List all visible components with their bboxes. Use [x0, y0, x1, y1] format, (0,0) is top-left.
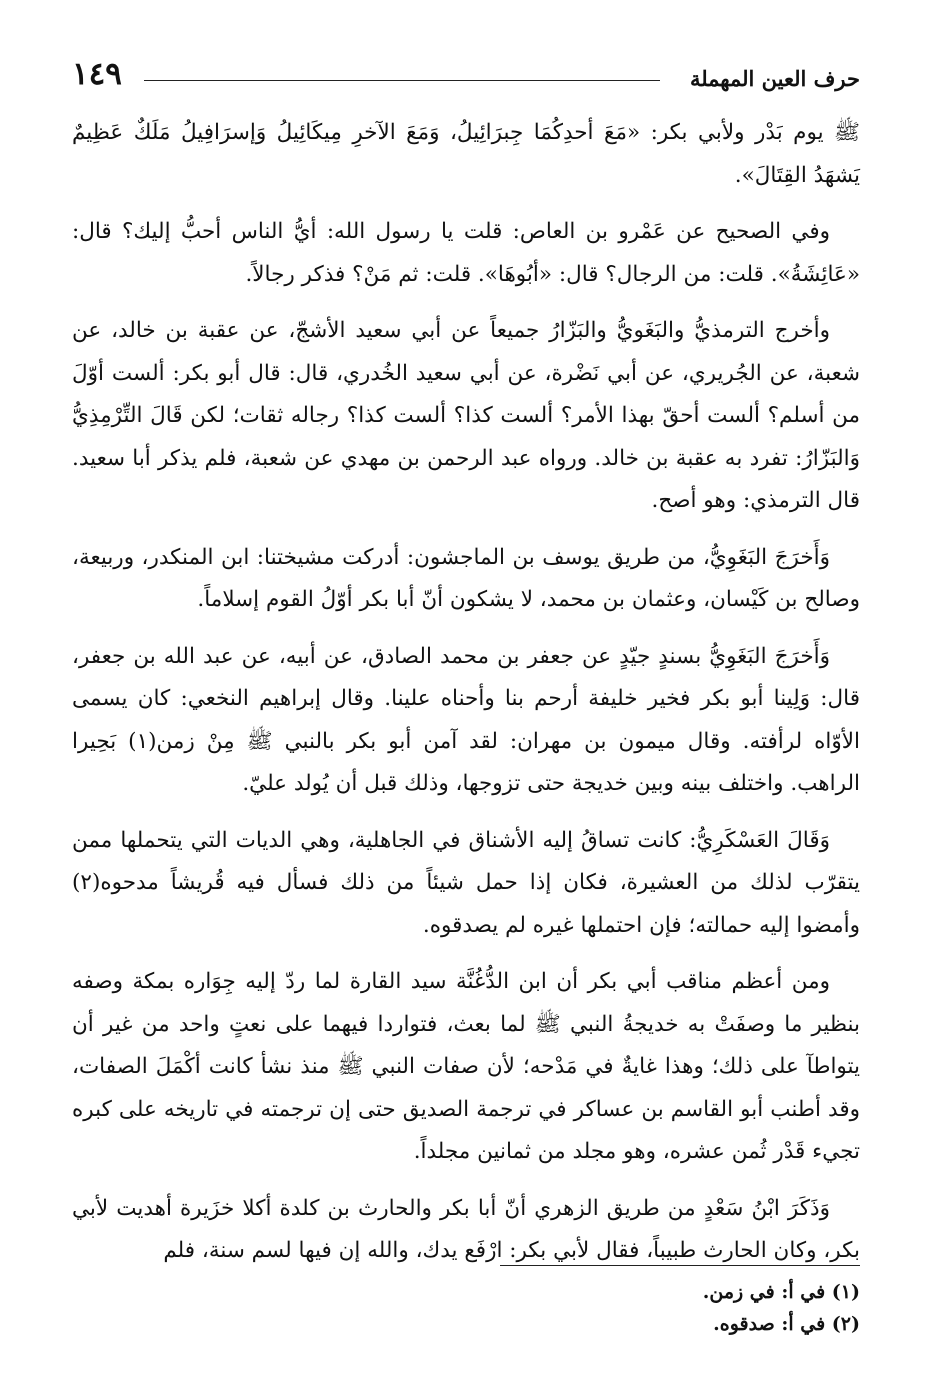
footnote: (٢) في أ: صدقوه.: [713, 1313, 860, 1335]
paragraph: وأخرج الترمذيُّ والبَغَويُّ والبَزّارُ جميعاً عن أبي سعيد الأشجّ، عن عقبة بن خالد، عن شعبة، عن الجُريري، عن أبي نَضْرة، عن أبي سعيد الخُدري، قال: قال أبو بكر: ألست أوّلَ من أسلم؟ ألست أحقّ بهذا الأمر؟ ألست كذا؟ ألست كذا؟ رجاله ثقات؛ لكن قَالَ التِّرْمِذِيُّ وَالبَزّارُ: تفرد به عقبة بن خالد. ورواه عبد الرحمن بن مهدي عن شعبة، فلم يذكر أبا سعيد. قال الترمذي: وهو أصح.: [72, 318, 860, 513]
page-body: [72, 112, 860, 1287]
footnotes: [72, 1276, 860, 1340]
header-rule: [144, 80, 660, 81]
paragraph: وَأَخرَجَ البَغَوِيُّ بسندٍ جيّدٍ عن جعفر بن محمد الصادق، عن أبيه، عن عبد الله بن جعفر، قال: وَلِينا أبو بكر فخير خليفة أرحم بنا وأحناه علينا. وقال إبراهيم النخعي: كان يسمى الأوّاه لرأفته. وقال ميمون بن مهران: لقد آمن أبو بكر بالنبي ﷺ مِنْ زمن(١) بَحِيرا الراهب. واختلف بينه وبين خديجة حتى تزوجها، وذلك قبل أن يُولد عليّ.: [72, 643, 860, 796]
paragraph: وَأَخرَجَ البَغَوِيُّ، من طريق يوسف بن الماجشون: أدركت مشيختنا: ابن المنكدر، وربيعة، وصالح بن كَيْسان، وعثمان بن محمد، لا يشكون أنّ أبا بكر أوّلُ القوم إسلاماً.: [72, 544, 860, 612]
paragraph: وَذَكَرَ ابْنُ سَعْدٍ من طريق الزهري أنّ أبا بكر والحارث بن كلدة أكلا خزَيرة أهديت لأبي بكر، وكان الحارث طبيباً، فقال لأبي بكر: ارْفَع يدك، والله إن فيها لسم سنة، فلم: [72, 1195, 860, 1263]
running-title: حرف العين المهملة: [689, 66, 860, 91]
paragraph: وَقَالَ العَسْكَرِيُّ: كانت تساقُ إليه الأشناق في الجاهلية، وهي الديات التي يتحملها ممن يتقرّب لذلك من العشيرة، فكان إذا حمل شيئاً من ذلك فسأل فيه قُريشاً مدحوه(٢) وأمضوا إليه حمالته؛ فإن احتملها غيره لم يصدقوه.: [72, 827, 860, 938]
paragraph: وفي الصحيح عن عَمْرو بن العاص: قلت يا رسول الله: أيُّ الناس أحبُّ إليك؟ قال: «عَائِشَةُ». قلت: من الرجال؟ قال: «أبُوهَا». قلت: ثم مَنْ؟ فذكر رجالاً.: [72, 219, 860, 287]
page-header: [72, 56, 860, 100]
page-number: ١٤٩: [72, 56, 122, 92]
paragraph: ﷺ يوم بَدْر ولأبي بكر: «مَعَ أحدِكُمَا جِبرَائِيلُ، وَمَعَ الآخرِ مِيكَائِيلُ وَإسرَافِيلُ مَلَكٌ عَظِيمٌ يَشهَدُ القِتَالَ».: [72, 120, 860, 188]
footnote-rule: [500, 1265, 860, 1266]
paragraph: ومن أعظم مناقب أبي بكر أن ابن الدُّغُنَّة سيد القارة لما ردّ إليه جِوَاره بمكة وصفه بنظير ما وصفَتْ به خديجةُ النبي ﷺ لما بعث، فتواردا فيهما على نعتٍ واحد من غير أن يتواطآ على ذلك؛ وهذا غايةٌ في مَدْحه؛ لأن صفات النبي ﷺ منذ نشأ كانت أكْمَلَ الصفات، وقد أطنب أبو القاسم بن عساكر في ترجمة الصديق حتى إن ترجمته في تاريخه على كبره تجيء قَدْر ثُمن عشره، وهو مجلد من ثمانين مجلداً.: [72, 969, 860, 1164]
footnote: (١) في أ: في زمن.: [702, 1281, 860, 1303]
